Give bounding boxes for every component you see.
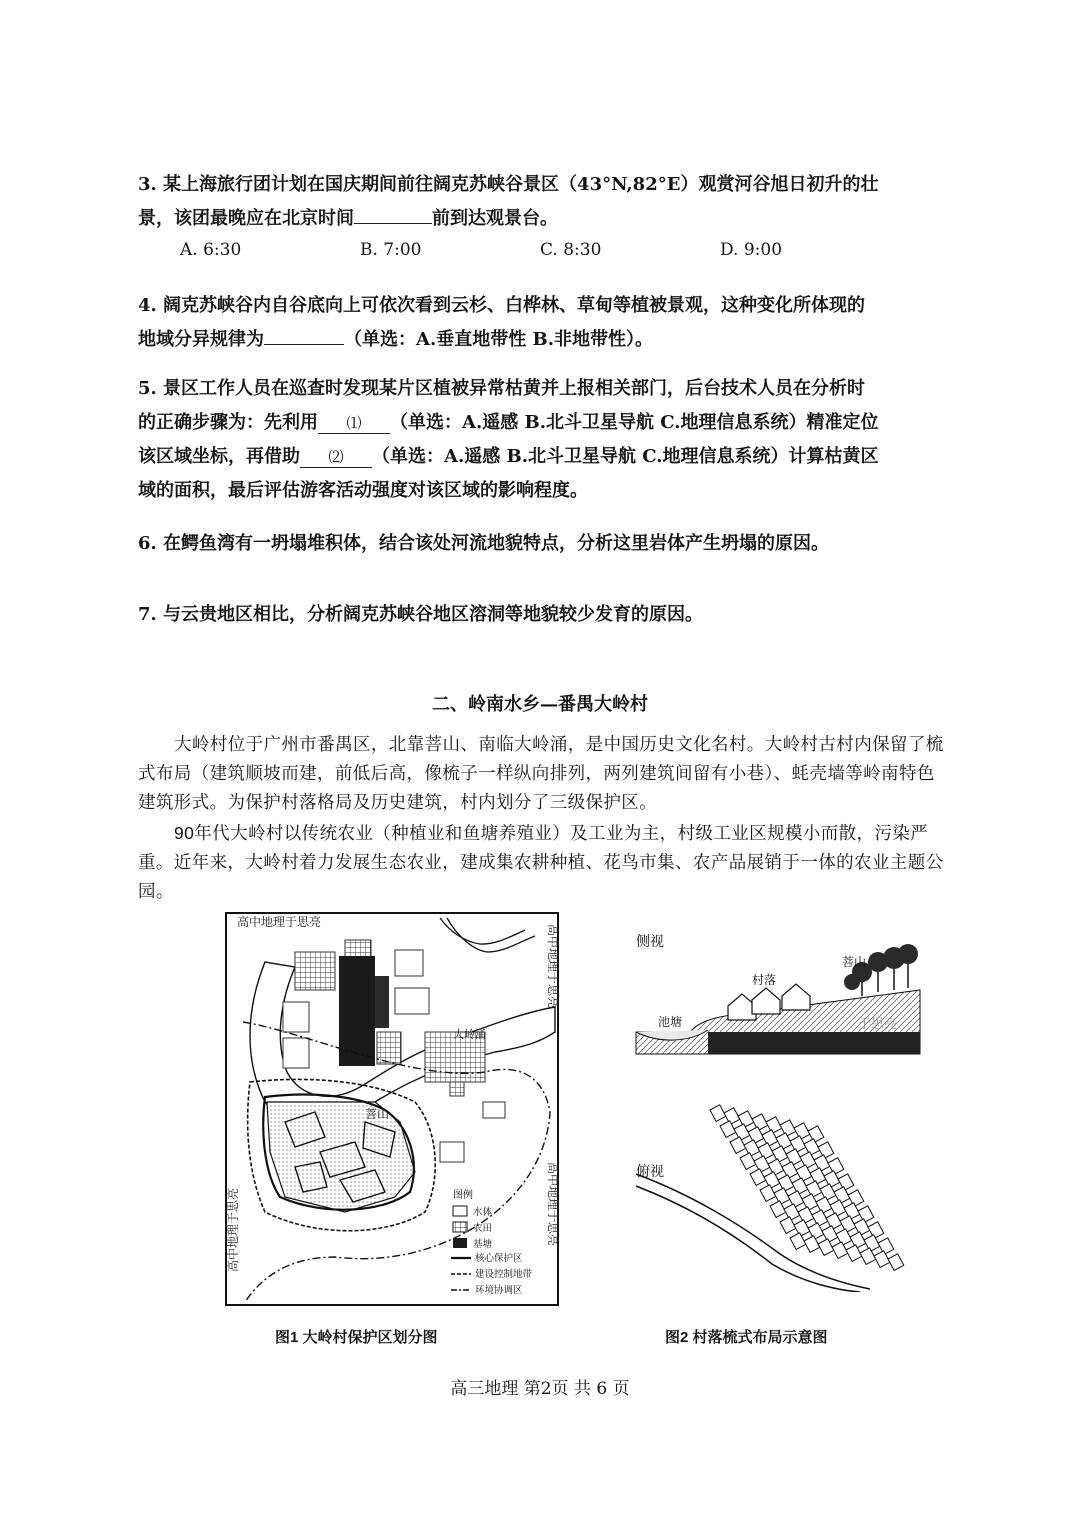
house-block [750,1169,766,1186]
block-1 [395,950,423,976]
house-block [804,1236,820,1253]
farmland-3 [377,1032,401,1064]
house-block [818,1142,834,1159]
q5-line2: 的正确步骤为：先利用 ⑴ （单选：A.遥感 B.北斗卫星导航 C.地理信息系统）精准定位 [138,412,879,433]
house-block [760,1185,776,1202]
house-block [868,1222,884,1239]
figure-2-diagram [630,924,925,1292]
q3-line2: 景，该团最晚应在北京时间 前到达观景台。 [138,208,558,229]
house-block [834,1187,850,1204]
pond-label: 池塘 [658,1015,683,1029]
q3-option-b[interactable]: B. 7:00 [360,240,422,260]
q4-line2: 地域分异规律为 （单选：A.垂直地带性 B.非地带性）。 [138,329,653,350]
house-block [804,1139,820,1156]
house-block [764,1172,780,1189]
house-block [794,1220,810,1237]
legend-coord: 环境协调区 [475,1285,523,1296]
block-3 [283,1002,309,1032]
house-block [888,1254,904,1271]
house-block [720,1121,736,1138]
house-block [790,1233,806,1250]
top-view-rows [710,1105,904,1271]
house-block [798,1207,814,1224]
q3-option-c[interactable]: C. 8:30 [540,240,602,260]
house-block [830,1200,846,1217]
legend-core: 核心保护区 [475,1253,523,1264]
question-3 [138,168,946,236]
side-view-bedrock [708,1032,920,1054]
house-block [808,1126,824,1143]
house-block [822,1226,838,1243]
side-view-label: 侧视 [636,934,664,950]
house-block [790,1136,806,1153]
question-7: 7. 与云贵地区相比，分析阔克苏峡谷地区溶洞等地貌较少发育的原因。 [138,604,704,625]
house-block [832,1242,848,1259]
house-block [858,1206,874,1223]
legend-farmland: 农田 [473,1223,493,1234]
fig2-watermark: 于思亮 [858,1017,898,1032]
house-block [784,1204,800,1221]
block-5 [483,1102,505,1118]
house-block [774,1188,790,1205]
house-block [752,1114,768,1131]
question-5 [138,372,946,508]
house-block [836,1229,852,1246]
house-block [758,1143,774,1160]
house-block [846,1245,862,1262]
house-block [748,1127,764,1144]
block-2 [395,988,429,1014]
house-block [788,1191,804,1208]
house-block [844,1203,860,1220]
block-4 [283,1038,309,1068]
question-6: 6. 在鳄鱼湾有一坍塌堆积体，结合该处河流地貌特点，分析这里岩体产生坍塌的原因。 [138,533,830,554]
watermark-right-top: 高中地理于思亮 [546,924,559,1009]
house-block [730,1137,746,1154]
house-block [710,1105,726,1122]
house-block [806,1181,822,1198]
house-block [818,1239,834,1256]
watermark-right-bottom: 高中地理于思亮 [546,1162,559,1247]
house-block [850,1232,866,1249]
house-block [878,1238,894,1255]
farmland-1 [295,952,335,990]
q3-answer-blank[interactable] [354,223,432,224]
q5-line1: 5. 景区工作人员在巡查时发现某片区植被异常枯黄并上报相关部门，后台技术人员在分析时 [138,378,866,399]
house-block [838,1174,854,1191]
legend-control: 建设控制地带 [475,1269,533,1280]
house-block [848,1190,864,1207]
house-block [768,1159,784,1176]
house-block [734,1124,750,1141]
house-block [772,1146,788,1163]
house-block [782,1162,798,1179]
house-block [738,1111,754,1128]
q5-line3: 该区域坐标，再借助 ⑵ （单选：A.遥感 B.北斗卫星导航 C.地理信息系统）计算枯黄区 [138,446,879,467]
house-block [780,1217,796,1234]
house-block [814,1155,830,1172]
watermark-left: 高中地理于思亮 [226,1187,240,1272]
section-title: 二、岭南水乡—番禺大岭村 [432,694,648,715]
house-block [854,1219,870,1236]
figure-1-map [225,912,559,1306]
q4-answer-blank[interactable] [264,344,344,345]
q4-line1: 4. 阔克苏峡谷内自谷底向上可依次看到云杉、白桦林、草甸等植被景观，这种变化所体现的 [138,295,866,316]
section-paragraph-2: 90年代大岭村以传统农业（种植业和鱼塘养殖业）及工业为主，村级工业区规模小而散，污染严重。近年来，大岭村着力发展生态农业，建成集农耕种植、花鸟市集、农产品展销于一体的农业主题公园。 [138,823,944,901]
house-block [724,1108,740,1125]
house-block [802,1194,818,1211]
house-block [874,1251,890,1268]
house-block [812,1210,828,1227]
top-view-label: 俯视 [636,1164,664,1180]
house-block [740,1153,756,1170]
house-block [864,1235,880,1252]
fish-pond-2 [375,976,389,1028]
house-block [770,1201,786,1218]
q5-blank-2[interactable]: ⑵ [300,447,372,468]
house-block [820,1184,836,1201]
river-label: 大岭涌 [453,1028,486,1041]
mountain-label: 菩山 [365,1107,390,1121]
house-block [796,1165,812,1182]
house-block [826,1213,842,1230]
house-block [840,1216,856,1233]
q3-line1: 3. 某上海旅行团计划在国庆期间前往阔克苏峡谷景区（43°N,82°E）观赏河谷旭日初升的壮 [138,174,879,195]
house-block [786,1149,802,1166]
q3-option-d[interactable]: D. 9:00 [720,240,783,260]
house-block [762,1130,778,1147]
house-block [754,1156,770,1173]
figure-2-caption: 图2 村落梳式布局示意图 [665,1329,828,1346]
house-block [792,1178,808,1195]
house-block [766,1117,782,1134]
legend-water: 水体 [473,1207,493,1218]
fish-pond-1 [339,956,375,1066]
village-label: 村落 [752,973,777,987]
house-block [780,1120,796,1137]
q5-blank-1[interactable]: ⑴ [318,413,390,434]
figure-1-caption: 图1 大岭村保护区划分图 [275,1329,438,1346]
house-block [808,1223,824,1240]
house-block [810,1168,826,1185]
page-footer: 高三地理 第2页 共 6 页 [450,1379,630,1399]
section-paragraph-1: 大岭村位于广州市番禺区，北靠菩山、南临大岭涌，是中国历史文化名村。大岭村古村内保留了梳式布局（建筑顺坡而建，前低后高，像梳子一样纵向排列，两列建筑间留有小巷）、蚝壳墙等岭南特色建筑形式。为保护村落格局及历史建筑，村内划分了三级保护区。 [138,734,944,812]
question-4 [138,289,946,357]
legend-pond: 基塘 [473,1239,493,1250]
block-6 [440,1142,464,1162]
house-block [744,1140,760,1157]
watermark-top: 高中地理于思亮 [237,915,322,929]
legend-title: 图例 [453,1190,473,1201]
legend-swatch-farmland [453,1222,467,1232]
legend-swatch-pond [453,1238,467,1248]
house-block [824,1171,840,1188]
house-block [828,1158,844,1175]
mountain-label-fig2: 菩山 [842,955,867,969]
house-block [778,1175,794,1192]
village-area [267,1102,415,1212]
q3-option-a[interactable]: A. 6:30 [180,240,242,260]
house-block [800,1152,816,1169]
house-block [776,1133,792,1150]
house-block [794,1123,810,1140]
q5-line4: 域的面积，最后评估游客活动强度对该区域的影响程度。 [138,480,588,501]
house-block [816,1197,832,1214]
house-block [860,1248,876,1265]
farmland-5 [450,1082,464,1096]
legend-swatch-water [453,1206,467,1216]
